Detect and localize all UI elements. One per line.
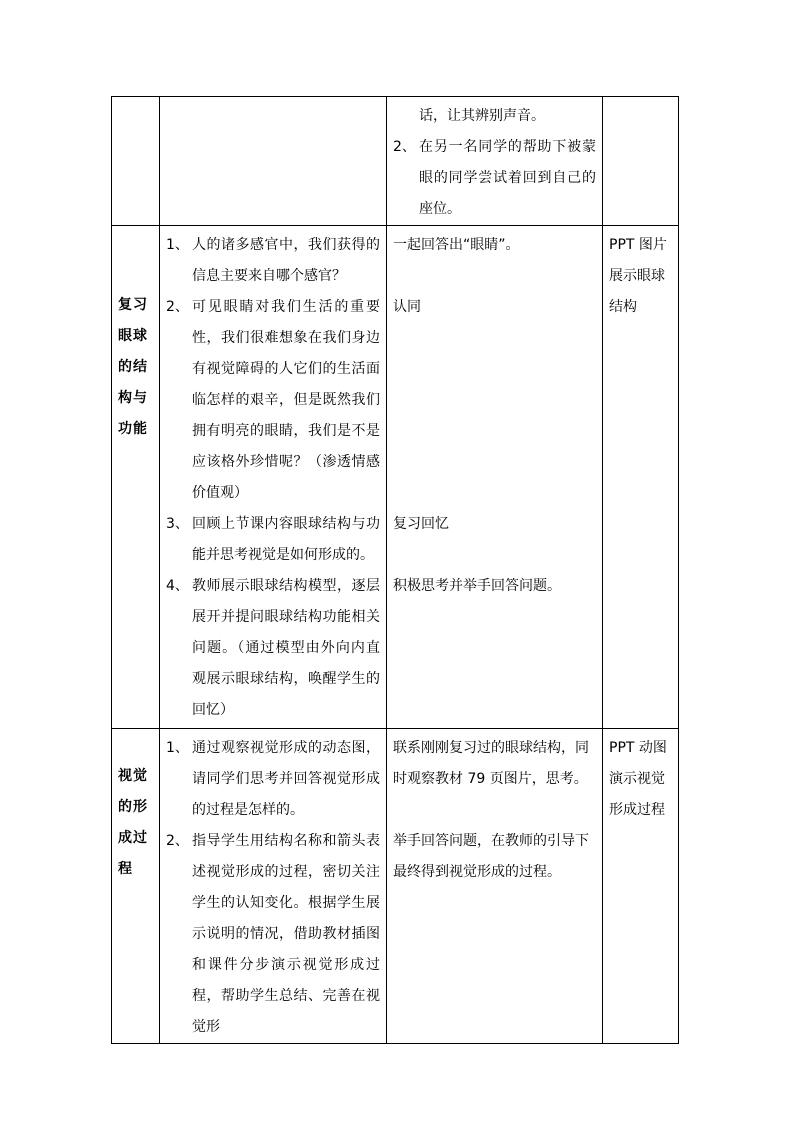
step-text: 人的诸多感官中，我们获得的信息主要来自哪个感官？ <box>192 237 380 284</box>
table-row <box>112 729 679 1044</box>
section-title-line: 的结 <box>118 359 148 375</box>
step-text: 在另一名同学的帮助下被蒙眼的同学尝试着回到自己的座位。 <box>419 139 596 217</box>
student-response: 认同 <box>393 299 421 315</box>
section-title-line: 功能 <box>118 421 148 437</box>
student-response: 复习回忆 <box>393 516 449 532</box>
table-row <box>112 97 679 226</box>
teacher-activity-cell <box>160 729 387 1044</box>
student-activity-cell <box>387 226 603 729</box>
step-text: 教师展示眼球结构模型，逐层展开并提问眼球结构功能相关问题。（通过模型由外向内直观展示眼球结构，唤醒学生的回忆） <box>192 578 380 718</box>
step-text: 指导学生用结构名称和箭头表述视觉形成的过程，密切关注学生的认知变化。根据学生展示说明的情况，借助教材插图和课件分步演示视觉形成过程，帮助学生总结、完善在视觉形 <box>192 833 380 1035</box>
teacher-step <box>166 733 380 826</box>
step-number: 2、 <box>166 299 189 315</box>
step-text: 通过观察视觉形成的动态图，请同学们思考并回答视觉形成的过程是怎样的。 <box>192 740 380 818</box>
section-title-line: 构与 <box>118 390 148 406</box>
section-title-line: 视觉 <box>118 768 148 784</box>
student-line: 话，让其辨别声音。 <box>419 108 545 124</box>
section-title-line: 程 <box>118 861 133 877</box>
section-title-line: 眼球 <box>118 328 148 344</box>
student-activity-cell <box>387 97 603 226</box>
section-cell <box>112 97 160 226</box>
resource-line: 形成过程 <box>609 802 665 818</box>
step-number: 2、 <box>166 833 189 849</box>
resource-line: 结构 <box>609 299 637 315</box>
step-number: 4、 <box>166 578 189 594</box>
teacher-activity-cell <box>160 226 387 729</box>
step-text: 可见眼睛对我们生活的重要性，我们很难想象在我们身边有视觉障碍的人它们的生活面临怎样的艰辛，但是既然我们拥有明亮的眼睛，我们是不是应该格外珍惜呢？（渗透情感价值观） <box>192 299 380 501</box>
teacher-step <box>166 292 380 509</box>
student-activity-cell <box>387 729 603 1044</box>
resource-line: PPT 动图 <box>609 740 667 756</box>
student-response: 举手回答问题，在教师的引导下最终得到视觉形成的过程。 <box>393 833 589 880</box>
step-number: 1、 <box>166 237 189 253</box>
section-title-line: 成过 <box>118 830 148 846</box>
student-response: 一起回答出“眼睛”。 <box>393 237 520 253</box>
teacher-step <box>166 230 380 292</box>
teacher-step <box>166 509 380 571</box>
student-response: 联系刚刚复习过的眼球结构，同时观察教材 79 页图片，思考。 <box>393 740 589 787</box>
teacher-step <box>166 826 380 1043</box>
section-title-line: 复习 <box>118 297 148 313</box>
lesson-plan-table <box>111 96 679 1044</box>
resource-line: 展示眼球 <box>609 268 665 284</box>
table-row <box>112 226 679 729</box>
step-number: 2、 <box>393 139 416 155</box>
step-number: 3、 <box>166 516 189 532</box>
resource-line: PPT 图片 <box>609 237 667 253</box>
teacher-step <box>166 571 380 726</box>
teacher-activity-cell <box>160 97 387 226</box>
step-text: 回顾上节课内容眼球结构与功能并思考视觉是如何形成的。 <box>192 516 380 563</box>
student-step <box>393 132 596 225</box>
resource-line: 演示视觉 <box>609 771 665 787</box>
resource-cell <box>603 226 679 729</box>
resource-cell <box>603 97 679 226</box>
step-number: 1、 <box>166 740 189 756</box>
section-title-cell <box>112 729 160 1044</box>
section-title-line: 的形 <box>118 799 148 815</box>
student-response: 积极思考并举手回答问题。 <box>393 578 561 594</box>
resource-cell <box>603 729 679 1044</box>
section-title-cell <box>112 226 160 729</box>
